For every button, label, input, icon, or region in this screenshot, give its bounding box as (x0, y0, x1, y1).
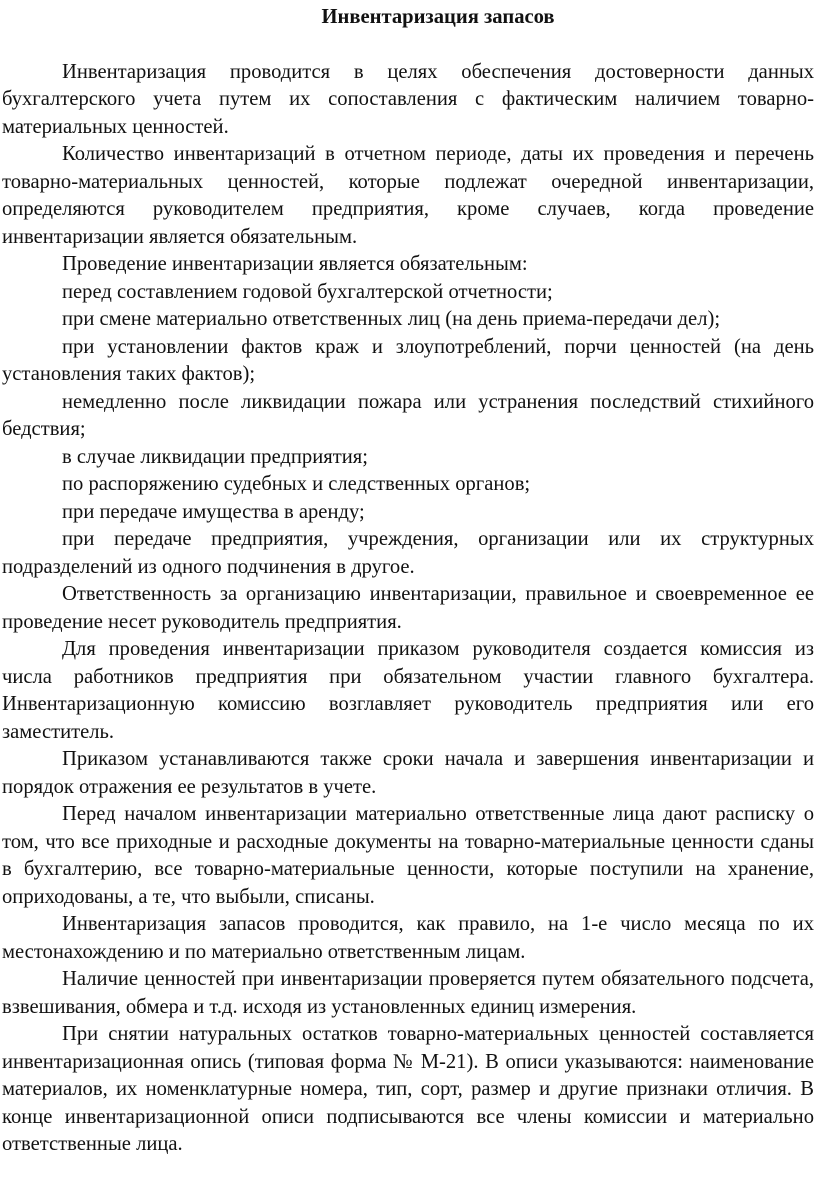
list-item-fire: немедленно после ликвидации пожара или устранения последствий стихийного бедствия; (2, 390, 814, 440)
list-item-liquidation: в случае ликвидации предприятия; (62, 445, 368, 468)
list-item-change-responsible: при смене материально ответственных лиц (на день приема-передачи дел); (62, 308, 721, 330)
paragraph-commission: Для проведения инвентаризации приказом руководителя создается комиссия из числа работников предприятия при обязательном участии главного бухгалтера. Инвентаризационную комиссию возглавляет руководитель предприятия или его заместитель. (2, 638, 814, 743)
paragraph-counting: Наличие ценностей при инвентаризации проверяется путем обязательного подсчета, взвешивания, обмера и т.д. исходя из установленных единиц измерения. (2, 968, 814, 1018)
paragraph-date: Инвентаризация запасов проводится, как правило, на 1-е число месяца по их местонахождению и по материально ответственным лицам. (2, 913, 814, 963)
list-item-lease: при передаче имущества в аренду; (62, 500, 365, 523)
paragraph-purpose: Инвентаризация проводится в целях обеспечения достоверности данных бухгалтерского учета путем их сопоставления с фактическим наличием товарно-материальных ценностей. (2, 60, 814, 138)
paragraph-responsibility: Ответственность за организацию инвентаризации, правильное и своевременное ее проведение несет руководитель предприятия. (2, 583, 814, 633)
list-item-court-order: по распоряжению судебных и следственных органов; (62, 473, 531, 495)
list-item-transfer: при передаче предприятия, учреждения, организации или их структурных подразделений из одного подчинения в другое. (2, 528, 814, 578)
document-title: Инвентаризация запасов (321, 6, 555, 28)
paragraph-inventory-list: При снятии натуральных остатков товарно-материальных ценностей составляется инвентаризационная опись (типовая форма № М-21). В описи указываются: наименование материалов, их номенклатурные номера, тип, сорт, размер и другие признаки отличия. В конце инвентаризационной описи подписываются все члены комиссии и материально ответственные лица. (2, 1023, 814, 1155)
paragraph-receipt: Перед началом инвентаризации материально ответственные лица дают расписку о том, что все приходные и расходные документы на товарно-материальные ценности сданы в бухгалтерию, все товарно-материальные ценности, которые поступили на хранение, оприходованы, а те, что выбыли, списаны. (2, 803, 814, 908)
paragraph-count: Количество инвентаризаций в отчетном периоде, даты их проведения и перечень товарно-материальных ценностей, которые подлежат очередной инвентаризации, определяются руководителем предприятия, кроме случаев, когда проведение инвентаризации является обязательным. (2, 143, 814, 248)
list-item-annual-report: перед составлением годовой бухгалтерской отчетности; (62, 280, 553, 303)
paragraph-mandatory-intro: Проведение инвентаризации является обязательным: (62, 253, 528, 275)
paragraph-deadlines: Приказом устанавливаются также сроки начала и завершения инвентаризации и порядок отражения ее результатов в учете. (2, 748, 814, 798)
list-item-theft: при установлении фактов краж и злоупотреблений, порчи ценностей (на день установления таких фактов); (2, 335, 814, 385)
